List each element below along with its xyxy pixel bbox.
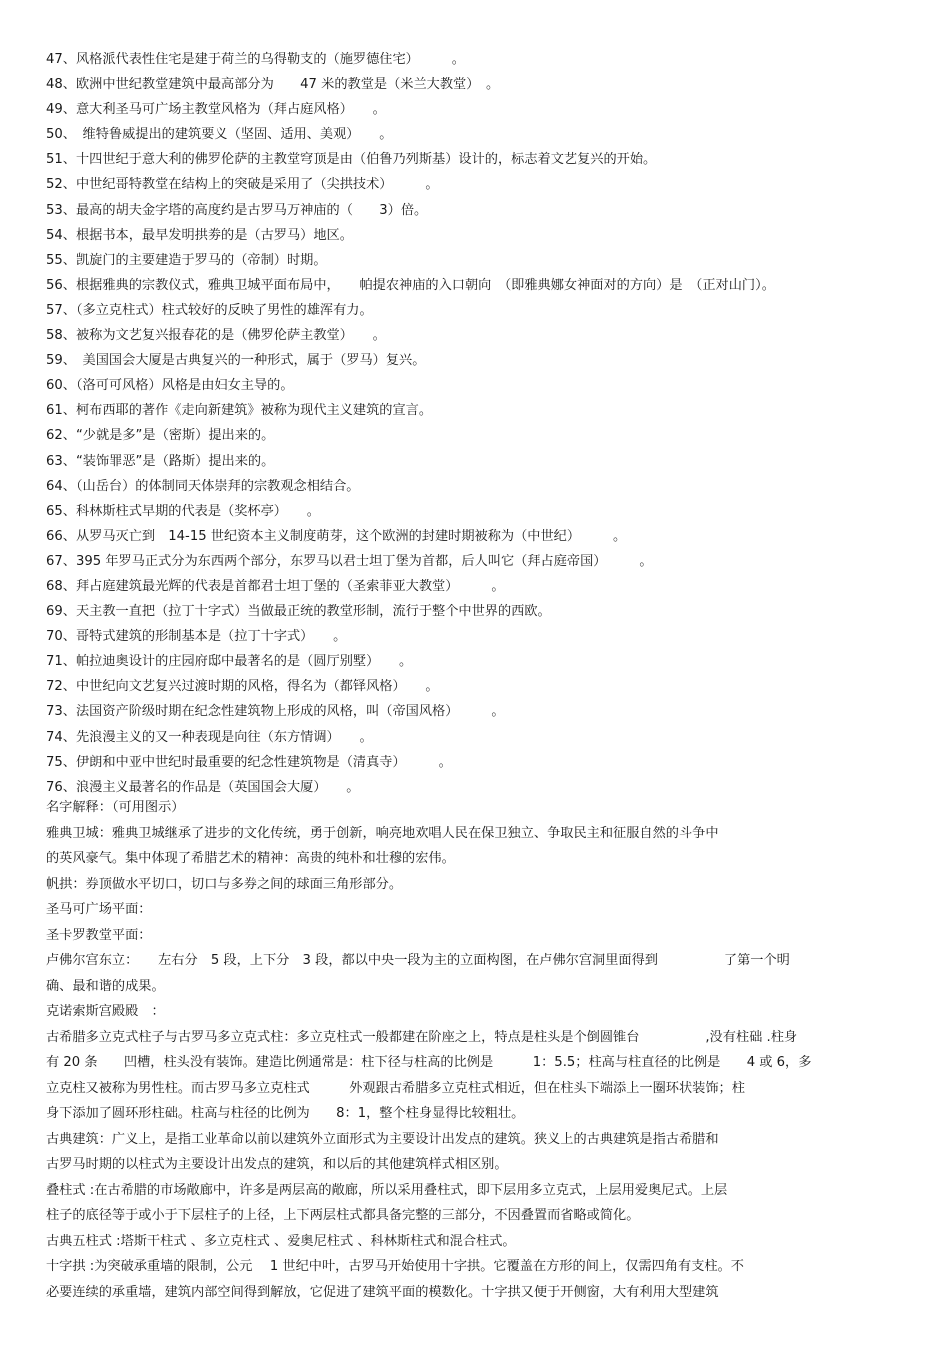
question-item: 54、根据书本，最早发明拱劵的是（古罗马）地区。 bbox=[46, 227, 353, 243]
definition-line: 圣卡罗教堂平面： bbox=[46, 927, 152, 943]
question-item: 71、帕拉迪奥设计的庄园府邸中最著名的是（圆厅别墅） 。 bbox=[46, 654, 413, 670]
definition-line: 古罗马时期的以柱式为主要设计出发点的建筑，和以后的其他建筑样式相区别。 bbox=[46, 1157, 508, 1172]
question-item: 49、意大利圣马可广场主教堂风格为（拜占庭风格） 。 bbox=[46, 102, 386, 118]
definition-line: 叠柱式 :在古希腊的市场敞廊中，许多是两层高的敞廊，所以采用叠柱式，即下层用多立克式，上层用爱奥尼式。上层 bbox=[46, 1182, 728, 1198]
question-item: 66、从罗马灭亡到 14-15 世纪资本主义制度萌芽，这个欧洲的封建时期被称为（中世纪） 。 bbox=[46, 528, 627, 544]
question-list bbox=[46, 50, 926, 803]
definition-line: 柱子的底径等于或小于下层柱子的上径，上下两层柱式都具备完整的三部分，不因叠置而省略或简化。 bbox=[46, 1208, 640, 1223]
question-item: 60、（洛可可风格）风格是由妇女主导的。 bbox=[46, 378, 294, 394]
question-item: 65、科林斯柱式早期的代表是（奖杯亭） 。 bbox=[46, 503, 320, 519]
definition-line: 身下添加了圆环形柱础。柱高与柱径的比例为 8：1，整个柱身显得比较粗壮。 bbox=[46, 1106, 525, 1121]
definition-line: 确、最和谐的成果。 bbox=[46, 978, 165, 994]
question-item: 51、十四世纪于意大利的佛罗伦萨的主教堂穹顶是由（伯鲁乃列斯基）设计的，标志着文艺复兴的开始。 bbox=[46, 152, 657, 168]
question-item: 63、“装饰罪恶”是（路斯）提出来的。 bbox=[46, 453, 275, 469]
question-item: 62、“少就是多”是（密斯）提出来的。 bbox=[46, 428, 275, 444]
question-item: 69、天主教一直把（拉丁十字式）当做最正统的教堂形制，流行于整个中世界的西欧。 bbox=[46, 604, 551, 620]
question-item: 55、凯旋门的主要建造于罗马的（帝制）时期。 bbox=[46, 252, 327, 268]
question-item: 70、哥特式建筑的形制基本是（拉丁十字式） 。 bbox=[46, 629, 347, 645]
question-item: 72、中世纪向文艺复兴过渡时期的风格，得名为（都铎风格） 。 bbox=[46, 679, 439, 695]
definition-line: 古希腊多立克式柱子与古罗马多立克式柱：多立克柱式一般都建在阶座之上，特点是柱头是个倒圆锥台 ,没有柱础 .柱身 bbox=[46, 1029, 798, 1045]
question-item: 64、（山岳台）的体制同天体崇拜的宗教观念相结合。 bbox=[46, 478, 360, 494]
question-item: 58、被称为文艺复兴报春花的是（佛罗伦萨主教堂） 。 bbox=[46, 328, 386, 344]
question-item: 52、中世纪哥特教堂在结构上的突破是采用了（尖拱技术） 。 bbox=[46, 177, 439, 193]
question-item: 74、先浪漫主义的又一种表现是向往（东方情调） 。 bbox=[46, 729, 373, 745]
definition-line: 十字拱 :为突破承重墙的限制，公元 1 世纪中叶，古罗马开始使用十字拱。它覆盖在方形的间上，仅需四角有支柱。不 bbox=[46, 1259, 744, 1274]
definition-line: 的英风豪气。集中体现了希腊艺术的精神：高贵的纯朴和壮穆的宏伟。 bbox=[46, 851, 455, 866]
question-item: 50、 维特鲁威提出的建筑要义（坚固、适用、美观） 。 bbox=[46, 127, 393, 143]
definition-line: 立克柱又被称为男性柱。而古罗马多立克柱式 外观跟古希腊多立克柱式相近，但在柱头下端添上一圈环状装饰；柱 bbox=[46, 1080, 745, 1096]
question-item: 73、法国资产阶级时期在纪念性建筑物上形成的风格，叫（帝国风格） 。 bbox=[46, 704, 505, 720]
definition-line: 克诺索斯宫殿殿 ： bbox=[46, 1004, 165, 1019]
question-item: 67、395 年罗马正式分为东西两个部分，东罗马以君士坦丁堡为首都，后人叫它（拜占庭帝国） 。 bbox=[46, 553, 653, 569]
section-heading: 名字解释：（可用图示） bbox=[46, 800, 185, 815]
question-item: 56、根据雅典的宗教仪式，雅典卫城平面布局中， 帕提农神庙的入口朝向 （即雅典娜女神面对的方向）是 （正对山门）。 bbox=[46, 277, 775, 293]
question-item: 76、浪漫主义最著名的作品是（英国国会大厦） 。 bbox=[46, 779, 360, 795]
definition-line: 必要连续的承重墙，建筑内部空间得到解放，它促进了建筑平面的模数化。十字拱又便于开侧窗，大有利用大型建筑 bbox=[46, 1284, 719, 1300]
question-item: 75、伊朗和中亚中世纪时最重要的纪念性建筑物是（清真寺） 。 bbox=[46, 754, 452, 770]
definition-line: 雅典卫城：雅典卫城继承了进步的文化传统，勇于创新，响亮地欢唱人民在保卫独立、争取民主和征服自然的斗争中 bbox=[46, 825, 719, 841]
definition-line: 圣马可广场平面： bbox=[46, 902, 152, 917]
question-item: 61、柯布西耶的著作《走向新建筑》被称为现代主义建筑的宣言。 bbox=[46, 403, 433, 419]
question-item: 53、最高的胡夫金字塔的高度约是古罗马万神庙的（ 3）倍。 bbox=[46, 202, 428, 218]
question-item: 48、欧洲中世纪教堂建筑中最高部分为 47 米的教堂是（米兰大教堂） 。 bbox=[46, 77, 500, 93]
question-item: 59、 美国国会大厦是古典复兴的一种形式，属于（罗马）复兴。 bbox=[46, 353, 426, 369]
definitions-section bbox=[46, 798, 916, 1308]
definition-line: 古典五柱式 :塔斯干柱式 、多立克柱式 、爱奥尼柱式 、科林斯柱式和混合柱式。 bbox=[46, 1233, 516, 1249]
definition-line: 帆拱：券顶做水平切口，切口与多券之间的球面三角形部分。 bbox=[46, 876, 403, 892]
question-item: 57、（多立克柱式）柱式较好的反映了男性的雄浑有力。 bbox=[46, 302, 373, 318]
definition-line: 古典建筑：广义上，是指工业革命以前以建筑外立面形式为主要设计出发点的建筑。狭义上的古典建筑是指古希腊和 bbox=[46, 1131, 719, 1147]
question-item: 47、风格派代表性住宅是建于荷兰的乌得勒支的（施罗德住宅） 。 bbox=[46, 52, 465, 67]
definition-line: 卢佛尔宫东立： 左右分 5 段，上下分 3 段，都以中央一段为主的立面构图，在卢佛尔宫洞里面得到 了第一个明 bbox=[46, 953, 790, 968]
question-item: 68、拜占庭建筑最光辉的代表是首都君士坦丁堡的（圣索菲亚大教堂） 。 bbox=[46, 578, 505, 594]
definition-line: 有 20 条 凹槽，柱头没有装饰。建造比例通常是：柱下径与柱高的比例是 1：5.5；柱高与柱直径的比例是 4 或 6，多 bbox=[46, 1055, 812, 1070]
